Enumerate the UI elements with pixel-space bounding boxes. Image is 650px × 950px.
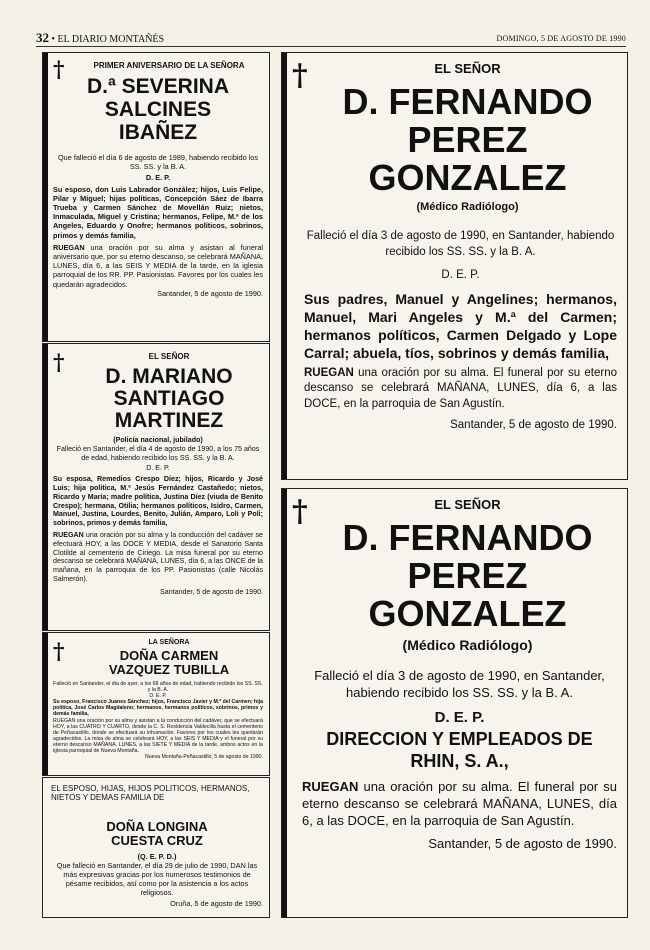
place-date: Oruña, 5 de agosto de 1990. — [170, 899, 263, 908]
name-line: D. MARIANO — [105, 365, 233, 388]
notice-title: PRIMER ANIVERSARIO DE LA SEÑORA — [93, 61, 245, 70]
occupation: (Médico Radiólogo) — [402, 637, 533, 653]
obituary-severina-salcines — [42, 52, 270, 342]
name-line: D.ª SEVERINA — [87, 75, 229, 98]
newspaper-name: • EL DIARIO MONTAÑÉS — [51, 34, 165, 45]
death-info: Falleció en Santander, el día 4 de agosto de 1990, a los 75 años de edad, habiendo recibido los SS. SS. y la B. A. — [56, 444, 260, 462]
name-line: D. FERNANDO — [342, 517, 593, 558]
ruegan-text: una oración por su alma y asistan al funeral aniversario que, por su eterno descanso, se celebrará MAÑANA, LUNES, día 6, a las SEIS Y MEDIA de la tarde, en la iglesia parroquial de los RR. PP. Pasionistas. Favores por los cuales les quedarán agradecidos. — [53, 242, 263, 289]
ruegan-text: RUEGAN una oración por su alma y asistan a la conducción del cadáver, que se efectuará HOY, a las CUATRO Y CUARTO, desde la C. S. Residencia Valdecilla hasta el cementerio de Peñacastillo, donde se efectuará su inhumación. Favores por los cuales les quedarán agradecidos. La misa de alma se celebrará HOY, a las SEIS Y MEDIA y el funeral por su eterno descanso MAÑANA, LUNES, a las SIETE Y MEDIA de la tarde, ambos actos en la iglesia parroquial de Nueva Montaña. — [53, 717, 263, 755]
black-bar — [43, 53, 48, 341]
black-bar — [282, 53, 287, 479]
dep-label: (Q. E. P. D.) — [137, 852, 177, 861]
obituary-carmen-vazquez — [42, 632, 270, 776]
page-header-left — [36, 32, 164, 46]
notice-body — [53, 681, 263, 760]
name-line: GONZALEZ — [368, 157, 567, 198]
family-text: Su esposo, don Luis Labrador González; hijos, Luis Felipe, Pilar y Miguel; hijas políticas, Concepción Sáez de Ibarra Trueba y Carmen Sánchez de Movellán Ruiz; nietos, Inmaculada, Miguel y Cristina; hermanos, Felipe, M.ª de los Angeles, Eduardo y Onofre; hermanos políticos, sobrinos, primos y demás familia, — [53, 184, 263, 240]
occupation: (Médico Radiólogo) — [416, 201, 519, 213]
black-bar — [43, 633, 48, 775]
notice-title: EL SEÑOR — [434, 61, 501, 76]
page-header — [36, 32, 626, 47]
dep-label: D. E. P. — [146, 464, 170, 473]
obituary-fernando-perez-rhin — [281, 488, 628, 918]
notice-body — [53, 153, 263, 298]
deceased-name — [73, 649, 265, 677]
name-line: D. FERNANDO — [342, 81, 593, 122]
death-info: Falleció el día 3 de agosto de 1990, en Santander, habiendo recibido los SS. SS. y la B. A. — [314, 668, 605, 700]
ruegan-text: una oración por su alma y la conducción del cadáver se efectuará HOY, a las DOCE Y MEDIA, desde el Sanatorio Santa Clotilde al cementerio de Ciriego. La misa funeral por su eterno descanso se celebrará MAÑANA, LUNES, día 6, a las ONCE de la mañana, en la parroquia de los PP. Pasionistas (calle Nicolás Salmerón). — [53, 530, 263, 583]
family-header: EL ESPOSO, HIJAS, HIJOS POLITICOS, HERMANOS, NIETOS Y DEMAS FAMILIA DE — [51, 784, 250, 802]
direction-text: DIRECCION Y EMPLEADOS DE RHIN, S. A., — [326, 729, 593, 771]
dep-label: D. E. P. — [434, 709, 485, 726]
deceased-name — [312, 83, 623, 197]
deceased-name — [51, 820, 263, 848]
name-line: SANTIAGO — [113, 387, 225, 410]
name-line: CUESTA CRUZ — [111, 833, 203, 848]
death-info: Falleció el día 3 de agosto de 1990, en Santander, habiendo recibido los SS. SS. y la B. A. — [306, 230, 615, 258]
notice-title: LA SEÑORA — [148, 639, 190, 646]
name-line: PEREZ — [407, 119, 528, 160]
notice-body — [302, 657, 617, 852]
notice-body — [53, 436, 263, 597]
cross-icon: † — [53, 350, 65, 376]
place-date: Santander, 5 de agosto de 1990. — [160, 587, 263, 596]
place-date: Nueva Montaña-Peñacastillo, 5 de agosto de 1990. — [145, 754, 263, 761]
ruegan-paragraph — [304, 366, 617, 413]
cross-icon: † — [53, 57, 65, 83]
notice-body — [304, 221, 617, 434]
deceased-name — [51, 75, 265, 144]
family-text: Su esposo, Francisco Juanes Sánchez; hijos, Francisco Javier y M.ª del Carmen; hija política, José Carlos Magdaleno; hermanos, hermanos políticos, sobrinos, primos y demás familia, — [53, 699, 263, 718]
place-date: Santander, 5 de agosto de 1990. — [428, 836, 617, 851]
name-line: MARTINEZ — [114, 409, 224, 432]
ruegan-text: una oración por su alma. El funeral por su eterno descanso se celebrará MAÑANA, LUNES, día 6, a las DOCE, en la parroquia de San Agustín. — [304, 366, 617, 410]
notice-title: EL SEÑOR — [148, 352, 190, 361]
ruegan-word: RUEGAN — [53, 242, 85, 252]
black-bar — [43, 344, 48, 630]
obituary-fernando-perez-family — [281, 52, 628, 480]
thanks-longina-cuesta — [42, 777, 270, 918]
notice-title: EL SEÑOR — [434, 497, 501, 512]
obituary-mariano-santiago — [42, 343, 270, 631]
ruegan-paragraph — [302, 778, 617, 829]
name-line: IBAÑEZ — [118, 121, 198, 144]
death-info: Que falleció el día 6 de agosto de 1989, habiendo recibido los SS. SS. y la B. A. — [58, 153, 258, 172]
ruegan-paragraph — [53, 243, 263, 289]
ruegan-word: RUEGAN — [53, 530, 84, 539]
place-date: Santander, 5 de agosto de 1990. — [157, 288, 263, 298]
name-line: GONZALEZ — [368, 593, 567, 634]
cross-icon: † — [53, 639, 65, 665]
cross-icon: † — [292, 58, 308, 93]
name-line: DOÑA LONGINA — [106, 819, 208, 834]
deceased-name — [73, 366, 265, 432]
place-date: Santander, 5 de agosto de 1990. — [450, 419, 617, 431]
family-text: Su esposa, Remedios Crespo Díez; hijos, Ricardo y José Luis; hija política, M.ª Jesús Fernández Castañedo; nietos, Ricardo y María; madre política, Justina Díez (viuda de Benito Crespo); hermana, Otilia; hermanos políticos, Isidro, Carmen, Manuel, Justina, Lourdes, Benito, Julián, Amparo, Loli y Poli; sobrinos, primos y demás familia, — [53, 475, 263, 528]
death-info: Que falleció en Santander, el día 29 de julio de 1990, DAN las más expresivas gracias por los numerosos testimonios de pésame recibidos, así como por la asistencia a los actos religiosos. — [56, 861, 258, 897]
dep-label: D. E. P. — [441, 269, 480, 281]
name-line: DOÑA CARMEN — [119, 648, 219, 663]
deceased-name — [312, 519, 623, 633]
ruegan-word: RUEGAN — [304, 366, 354, 379]
notice-body — [51, 852, 263, 908]
dep-label: D. E. P. — [145, 173, 171, 183]
name-line: PEREZ — [407, 555, 528, 596]
black-bar — [282, 489, 287, 917]
ruegan-paragraph — [53, 531, 263, 584]
family-text: Sus padres, Manuel y Angelines; hermanos, Manuel, Mari Angeles y M.ª del Carmen; hermanos políticos, Carmen Delgado y Lope Carral; abuela, tíos, sobrinos y demás familia, — [304, 290, 617, 361]
page-date: DOMINGO, 5 DE AGOSTO DE 1990 — [496, 34, 626, 43]
dep-label: D. E. P. — [149, 693, 167, 700]
name-line: VAZQUEZ TUBILLA — [108, 662, 230, 677]
ruegan-text: una oración por su alma. El funeral por su eterno descanso se celebrará MAÑANA, LUNES, día 6, a las DOCE, en la parroquia de San Agustín. — [302, 779, 617, 828]
page-number: 32 — [36, 30, 49, 45]
death-info: Falleció en Santander, el día de ayer, a los 68 años de edad, habiendo recibido los SS. SS. y la B. A. — [53, 681, 263, 694]
ruegan-word: RUEGAN — [302, 779, 359, 794]
cross-icon: † — [292, 494, 308, 529]
occupation: (Policía nacional, jubilado) — [113, 436, 203, 444]
name-line: SALCINES — [104, 98, 212, 121]
